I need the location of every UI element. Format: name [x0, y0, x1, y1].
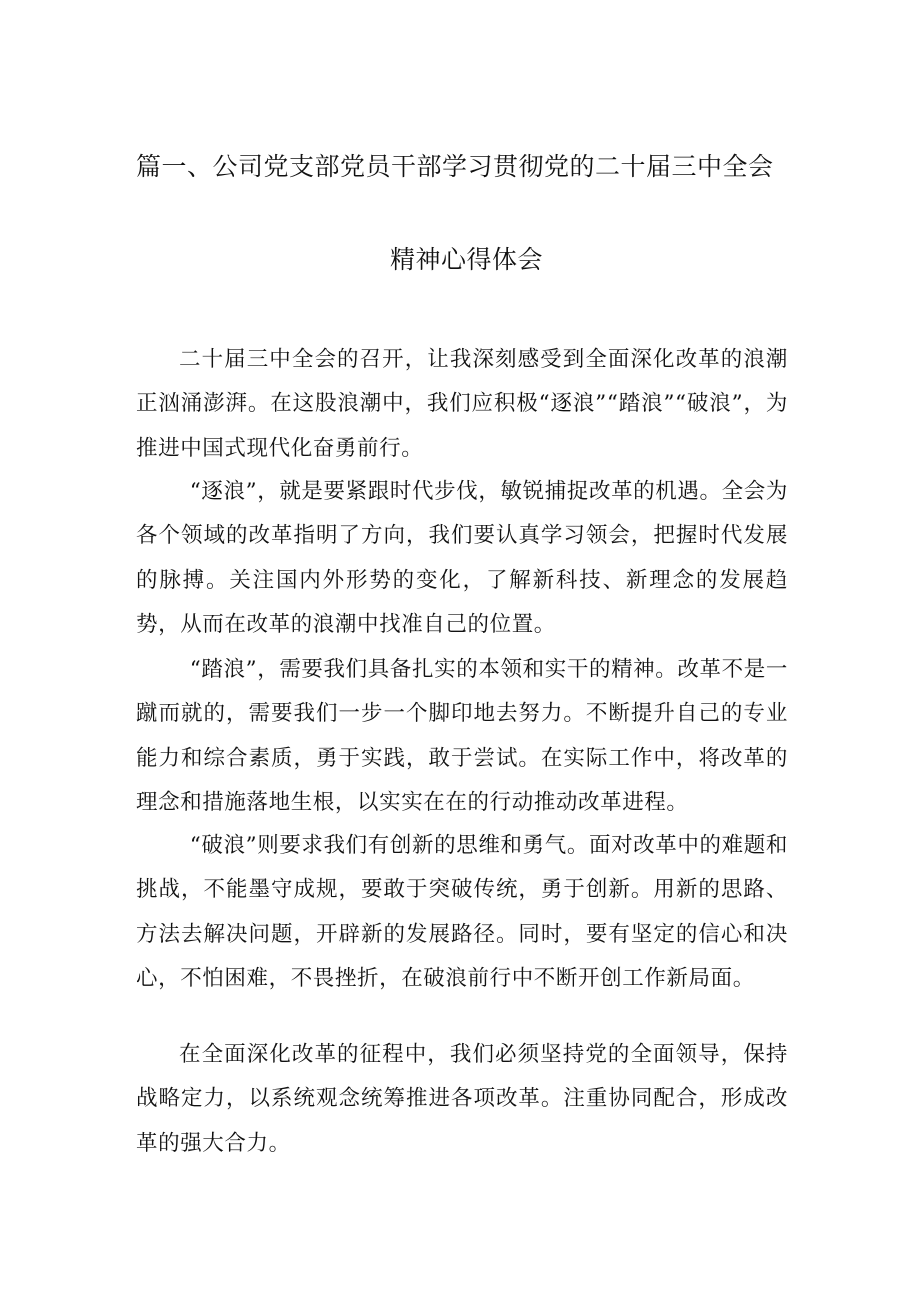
paragraph-intro: 二十届三中全会的召开，让我深刻感受到全面深化改革的浪潮正汹涌澎湃。在这股浪潮中，我们应积极“逐浪”“踏浪”“破浪”，为推进中国式现代化奋勇前行。: [136, 347, 788, 461]
paragraph-polang: “破浪”则要求我们有创新的思维和勇气。面对改革中的难题和挑战，不能墨守成规，要敢于突破传统，勇于创新。用新的思路、方法去解决问题，开辟新的发展路径。同时，要有坚定的信心和决心，不怕困难，不畏挫折，在破浪前行中不断开创工作新局面。: [136, 833, 788, 992]
paragraph-talang: “踏浪”，需要我们具备扎实的本领和实干的精神。改革不是一蹴而就的，需要我们一步一个脚印地去努力。不断提升自己的专业能力和综合素质，勇于实践，敢于尝试。在实际工作中，将改革的理念和措施落地生根，以实实在在的行动推动改革进程。: [136, 657, 788, 816]
document-title-line-2: 精神心得体会: [390, 245, 544, 274]
paragraph-conclusion: 在全面深化改革的征程中，我们必须坚持党的全面领导，保持战略定力，以系统观念统筹推进各项改革。注重协同配合，形成改革的强大合力。: [136, 1042, 788, 1156]
document-title-line-1: 篇一、公司党支部党员干部学习贯彻党的二十届三中全会: [136, 152, 774, 181]
paragraph-zhulang: “逐浪”，就是要紧跟时代步伐，敏锐捕捉改革的机遇。全会为各个领域的改革指明了方向，我们要认真学习领会，把握时代发展的脉搏。关注国内外形势的变化，了解新科技、新理念的发展趋势，从而在改革的浪潮中找准自己的位置。: [136, 479, 788, 638]
